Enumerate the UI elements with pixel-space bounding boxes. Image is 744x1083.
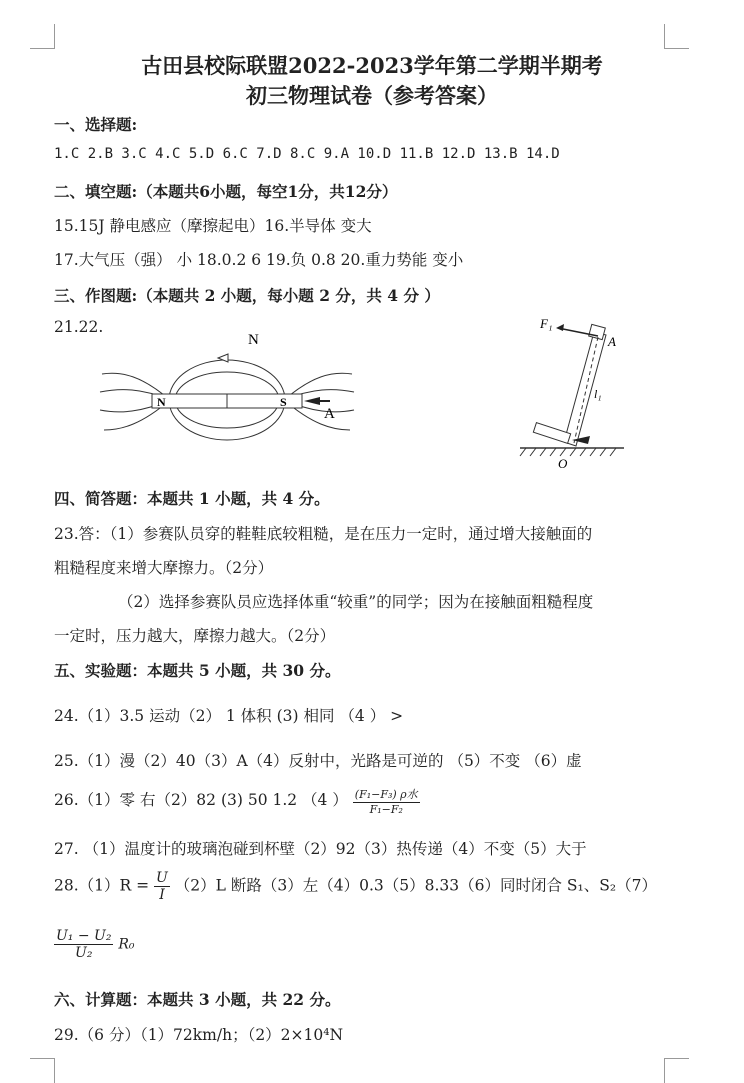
choice-answers: 1.C 2.B 3.C 4.C 5.D 6.C 7.D 8.C 9.A 10.D 11.B 12.D 13.B 14.D [54, 146, 560, 162]
magnet-right-pole-label: S [280, 395, 287, 409]
q28-answer [54, 870, 657, 903]
q23-line-1: 23.答：（1）参赛队员穿的鞋鞋底较粗糙，是在压力一定时，通过增大接触面的 [54, 525, 593, 543]
q26-fraction-numerator: (F₁−F₃) ρ水 [354, 788, 418, 801]
crop-mark-bottom-right [664, 1058, 689, 1083]
q23-line-2: 粗糙程度来增大摩擦力。（2分） [54, 559, 274, 577]
q26-fraction-denominator: F₁−F₂ [369, 803, 403, 816]
moment-arm-label: l₁ [594, 387, 602, 401]
q28-resistance-suffix: R₀ [118, 936, 135, 953]
q25-answer: 25.（1）漫（2）40（3）A（4）反射中，光路是可逆的 （5）不变 （6）虚 [54, 752, 582, 770]
section-heading-drawing: 三、作图题:（本题共 2 小题，每小题 2 分，共 4 分 ） [54, 286, 440, 305]
bar-magnet-field-figure [92, 326, 362, 448]
compass-needle [304, 397, 320, 405]
section-heading-calculation: 六、计算题：本题共 3 小题，共 22 分。 [54, 990, 341, 1009]
crop-mark-top-right [664, 24, 689, 49]
q28-resistance-fraction [54, 928, 113, 961]
q26-answer [54, 786, 420, 816]
crop-mark-bottom-left [30, 1058, 55, 1083]
section-heading-choice: 一、选择题: [54, 115, 138, 134]
q23-line-3: （2）选择参赛队员应选择体重“较重”的同学；因为在接触面粗糙程度 [118, 593, 594, 611]
q28-ohm-numerator: U [156, 870, 168, 886]
q28-resistance-numerator: U₁ − U₂ [56, 928, 112, 944]
ground-hatching [520, 448, 616, 456]
q28-prefix: 28.（1）R = [54, 876, 150, 895]
point-a-label: A [324, 406, 335, 422]
magnet-left-pole-label: N [157, 395, 166, 409]
force-f1-label: F₁ [540, 316, 553, 331]
q27-answer: 27. （1）温度计的玻璃泡碰到杯壁（2）92（3）热传递（4）不变（5）大于 [54, 840, 587, 858]
q28-resistance-denominator: U₂ [75, 945, 93, 961]
fill-answers-line-2: 17.大气压（强） 小 18.0.2 6 19.负 0.8 20.重力势能 变小 [54, 251, 464, 269]
section-heading-fill: 二、填空题:（本题共6小题，每空1分，共12分） [54, 182, 398, 201]
lever-force-figure [512, 310, 632, 470]
q26-text: 26.（1）零 右（2）82 (3) 50 1.2 （4 ） [54, 791, 348, 809]
q28-ohm-fraction [154, 870, 170, 903]
q28-part7-answer [54, 928, 135, 961]
lever-top-block [589, 324, 606, 339]
lever-base [533, 423, 570, 444]
document-subtitle: 初三物理试卷（参考答案） [246, 83, 498, 108]
q28-ohm-denominator: I [159, 887, 165, 903]
magnet-top-pole-label: N [248, 332, 259, 348]
lever-point-a-label: A [608, 334, 616, 349]
fill-answers-line-1: 15.15J 静电感应（摩擦起电）16.半导体 变大 [54, 217, 372, 235]
q26-fraction [353, 786, 420, 816]
drawing-question-numbers: 21.22. [54, 318, 104, 336]
force-f1-arrowhead [556, 324, 564, 331]
q23-line-4: 一定时，压力越大，摩擦力越大。（2分） [54, 627, 336, 645]
document-title: 古田县校际联盟2022-2023学年第二学期半期考 [141, 53, 603, 78]
q24-answer: 24.（1）3.5 运动（2） 1 体积 (3) 相同 （4 ） > [54, 707, 404, 725]
section-heading-short-answer: 四、简答题：本题共 1 小题，共 4 分。 [54, 489, 330, 508]
q29-answer: 29.（6 分）（1）72km/h；（2）2×10⁴N [54, 1026, 344, 1044]
pivot-o-label: O [558, 456, 568, 470]
section-heading-experiment: 五、实验题：本题共 5 小题，共 30 分。 [54, 661, 341, 680]
q28-rest: （2）L 断路（3）左（4）0.3（5）8.33（6）同时闭合 S₁、S₂（7） [174, 876, 657, 895]
crop-mark-top-left [30, 24, 55, 49]
